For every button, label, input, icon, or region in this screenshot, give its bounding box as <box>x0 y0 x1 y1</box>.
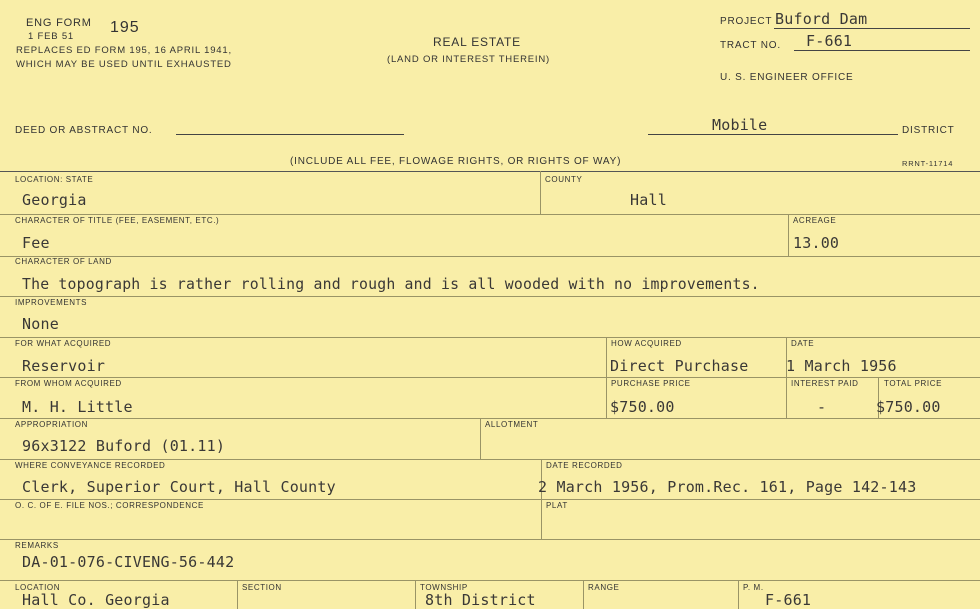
grid-rule <box>0 377 980 378</box>
engineer-office: U. S. ENGINEER OFFICE <box>720 72 854 83</box>
section-label: SECTION <box>242 583 282 592</box>
where-recorded-value: Clerk, Superior Court, Hall County <box>22 478 336 496</box>
interest-paid-value: - <box>817 398 827 416</box>
project-label: PROJECT <box>720 16 773 27</box>
grid-rule <box>0 580 980 581</box>
how-acquired-label: HOW ACQUIRED <box>611 339 682 348</box>
grid-rule <box>0 459 980 460</box>
form-date: 1 FEB 51 <box>28 31 75 42</box>
for-what-acquired-label: FOR WHAT ACQUIRED <box>15 339 112 348</box>
county-value: Hall <box>630 191 667 209</box>
for-what-acquired-value: Reservoir <box>22 357 106 375</box>
form-code: RRNT-11714 <box>902 159 954 168</box>
grid-divider <box>480 418 481 459</box>
grid-divider <box>541 459 542 539</box>
township-value: 8th District <box>425 591 536 609</box>
form-number: 195 <box>110 19 140 36</box>
purchase-price-label: PURCHASE PRICE <box>611 379 691 388</box>
pm-label: P. M. <box>743 583 764 592</box>
improvements-value: None <box>22 315 59 333</box>
grid-divider <box>237 580 238 609</box>
grid-rule <box>0 337 980 338</box>
pm-value: F-661 <box>765 591 812 609</box>
range-label: RANGE <box>588 583 620 592</box>
character-of-land-label: CHARACTER OF LAND <box>15 257 112 266</box>
interest-paid-label: INTEREST PAID <box>791 379 859 388</box>
appropriation-value: 96x3122 Buford (01.11) <box>22 437 226 455</box>
remarks-label: REMARKS <box>15 541 59 550</box>
replaces-note-line2: WHICH MAY BE USED UNTIL EXHAUSTED <box>16 59 232 70</box>
purchase-price-value: $750.00 <box>610 398 675 416</box>
grid-rule <box>0 418 980 419</box>
location-value: Hall Co. Georgia <box>22 591 170 609</box>
include-note: (INCLUDE ALL FEE, FLOWAGE RIGHTS, OR RIGHTS OF WAY) <box>290 156 622 167</box>
grid-divider <box>786 337 787 418</box>
grid-divider <box>738 580 739 609</box>
date-value: 1 March 1956 <box>786 357 897 375</box>
acreage-value: 13.00 <box>793 234 840 252</box>
character-of-title-value: Fee <box>22 234 50 252</box>
township-label: TOWNSHIP <box>420 583 468 592</box>
project-value: Buford Dam <box>775 10 868 28</box>
grid-divider <box>415 580 416 609</box>
location-state-label: LOCATION: STATE <box>15 175 94 184</box>
grid-divider <box>540 171 541 214</box>
character-of-title-label: CHARACTER OF TITLE (FEE, EASEMENT, ETC.) <box>15 216 220 225</box>
grid-divider <box>788 214 789 256</box>
date-label: DATE <box>791 339 815 348</box>
county-label: COUNTY <box>545 175 583 184</box>
tract-value: F-661 <box>806 32 853 50</box>
district-label: DISTRICT <box>902 125 955 136</box>
grid-divider <box>606 337 607 418</box>
remarks-value: DA-01-076-CIVENG-56-442 <box>22 553 235 571</box>
grid-top-rule <box>0 171 980 172</box>
from-whom-acquired-value: M. H. Little <box>22 398 133 416</box>
location-label: LOCATION <box>15 583 61 592</box>
replaces-note-line1: REPLACES ED FORM 195, 16 APRIL 1941, <box>16 45 232 56</box>
improvements-label: IMPROVEMENTS <box>15 298 88 307</box>
oc-file-label: O. C. OF E. FILE NOS.; CORRESPONDENCE <box>15 501 204 510</box>
grid-rule <box>0 256 980 257</box>
grid-rule <box>0 499 980 500</box>
location-state-value: Georgia <box>22 191 87 209</box>
form-title: REAL ESTATE <box>433 35 521 49</box>
tract-underline <box>794 50 970 51</box>
allotment-label: ALLOTMENT <box>485 420 539 429</box>
district-value: Mobile <box>712 116 768 134</box>
deed-underline <box>176 134 404 135</box>
form-designation: ENG FORM <box>26 17 92 29</box>
acreage-label: ACREAGE <box>793 216 837 225</box>
appropriation-label: APPROPRIATION <box>15 420 88 429</box>
district-underline <box>648 134 898 135</box>
grid-divider <box>583 580 584 609</box>
form-subtitle: (LAND OR INTEREST THEREIN) <box>387 54 550 65</box>
where-recorded-label: WHERE CONVEYANCE RECORDED <box>15 461 166 470</box>
grid-rule <box>0 539 980 540</box>
total-price-value: $750.00 <box>876 398 941 416</box>
plat-label: PLAT <box>546 501 568 510</box>
grid-rule <box>0 214 980 215</box>
from-whom-acquired-label: FROM WHOM ACQUIRED <box>15 379 122 388</box>
how-acquired-value: Direct Purchase <box>610 357 749 375</box>
total-price-label: TOTAL PRICE <box>884 379 943 388</box>
date-recorded-label: DATE RECORDED <box>546 461 623 470</box>
date-recorded-value: 2 March 1956, Prom.Rec. 161, Page 142-143 <box>538 478 917 496</box>
character-of-land-value: The topograph is rather rolling and rough and is all wooded with no improvements. <box>22 276 760 293</box>
deed-label: DEED OR ABSTRACT NO. <box>15 125 153 136</box>
project-underline <box>774 28 970 29</box>
tract-label: TRACT NO. <box>720 40 781 51</box>
grid-rule <box>0 296 980 297</box>
